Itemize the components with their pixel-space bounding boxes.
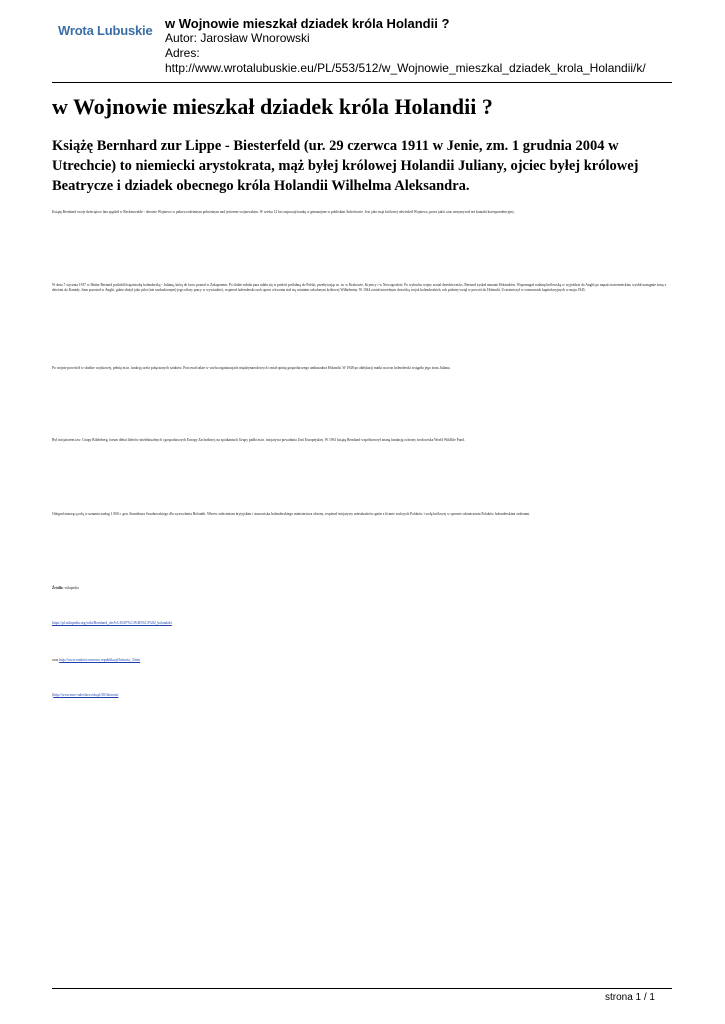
source-link-3-line xyxy=(52,693,672,698)
header-address-url: http://www.wrotalubuskie.eu/PL/553/512/w_Wojnowie_mieszkal_dziadek_krola_Holandii/k/ xyxy=(165,61,646,75)
source-link-2-prefix: oraz xyxy=(52,658,60,662)
header-divider xyxy=(52,82,672,83)
source-link-3[interactable]: http://www.mro-sulechow.edu.pl/301historia/ xyxy=(53,693,119,697)
site-logo: Wrota Lubuskie xyxy=(58,23,153,38)
sources-line xyxy=(52,586,672,591)
document-header xyxy=(165,16,705,76)
paragraph-2: W dniu 7 stycznia 1937 w Hadze Bernard poślubił księżniczkę holenderską - Julianę, którą de facto poznał w Zakopanem. Po ślubie młoda para udała się w podróż poślubną do Polski, przebywając m. in. w Krakowie, Krynicy i w Nowogrodzie. Po wybuchu wojny został dziedzicem ks. Bernard zyskał uznanie Holandrów. Wspomagał rodzinę królewską w wyjeździe do Anglii po napaściu niemieckim, wysłał następnie żonę z dziećmi do Kanady. Sam pozostał w Anglii, gdzie służył jako pilot (nie uszkodzonym) jego ofiary pracy w wywiadzie), wspierał holenderski ruch oporu a kwoma stał się ostatnim szkolonym królowej Wilhelminy. W 1944 został naczelnym dowódcą wojsk holenderskich, rok później wziął w powrót do Holandii. Uczestniczył w rozmowach kapitulacyjnych w maju 1945. xyxy=(52,283,667,292)
paragraph-3: Po wojnie powrócił w służbie wojskowej, pełnię m.in. funkcję szefa połączonych sztabów. Pracował także w wielu organizacjach międzynarodowych i miał opinię gospodarczego ambasadora Holandii. W 1948 po abdykacji matki na tron holenderski wstąpiła jego żona Juliana. xyxy=(52,366,451,370)
source-link-3-prefix: ( xyxy=(52,693,54,697)
header-address-label: Adres: xyxy=(165,46,200,60)
paragraph-5: Odegrał znaczącą rolę w uznaniu zasług 1 000 r. gen. Stanisława Sosabowskiego dla wyzwolenia Holandii. Wbrew zaleceniom brytyjskim i stanowiska holenderskiego ministerstwa obrony, wspierał inicjatywy mieszkańców gmin z licznie walczych Polaków i wolę królowej w sprawie odznaczenia Polaków holenderskimi orderami. xyxy=(52,512,531,516)
page-number: strona 1 / 1 xyxy=(604,992,655,1003)
article-lead: Książę Bernhard zur Lippe - Biesterfeld (ur. 29 czerwca 1911 w Jenie, zm. 1 grudnia 2004 w Utrechcie) to niemiecki arystokrata, mąż byłej królowej Holandii Juliany, ojciec byłej królowej Beatrycze i dziadek obecnego króla Holandii Wilhelma Aleksandra. xyxy=(52,138,639,194)
paragraph-1: Książę Bernhard swoje dzieciątwo lata spędził w Reckenwalde - obecnie Wojnowo w pałacu rodzinnym położonym nad jeziorem wojnowskim. W wieku 12 lat rozpoczął naukę w gimnazjum w pobliskim Sulechowie. Jest jako mąż królowej odwiedził Wojnowo, przez jakiś czas utrzymywał też kontakt korespondencyjny. xyxy=(52,210,515,214)
source-link-1-line xyxy=(52,621,672,626)
paragraph-4: Był inicjatorem tzw. Grupy Bilderberg, forum debat liderów intelektualnych i gospodarczych Europy Zachodniej; na spotkaniach Grupy padła m.in. inicjatywa powołania Unii Europejskiej. W 1961 książę Bernhard współtworzył znaną fundację ochrony środowiska World Wildlife Fund. xyxy=(52,438,465,442)
source-link-2[interactable]: http://www.rzadzicrownowo.republika.pl/historia_3.htm xyxy=(59,658,141,662)
source-link-2-line xyxy=(52,658,672,663)
article-title: w Wojnowie mieszkał dziadek króla Holandii ? xyxy=(52,94,493,119)
footer-divider xyxy=(52,988,672,989)
sources-text: : wikipedia xyxy=(62,586,79,590)
header-author: Autor: Jarosław Wnorowski xyxy=(165,31,310,45)
source-link-1[interactable]: https://pl.wikipedia.org/wiki/Bernhard_des%C4%87%C3%B3%C5%82_holandzki xyxy=(52,621,172,625)
header-title: w Wojnowie mieszkał dziadek króla Holandii ? xyxy=(165,16,450,31)
sources-label: Źródła xyxy=(52,586,63,590)
